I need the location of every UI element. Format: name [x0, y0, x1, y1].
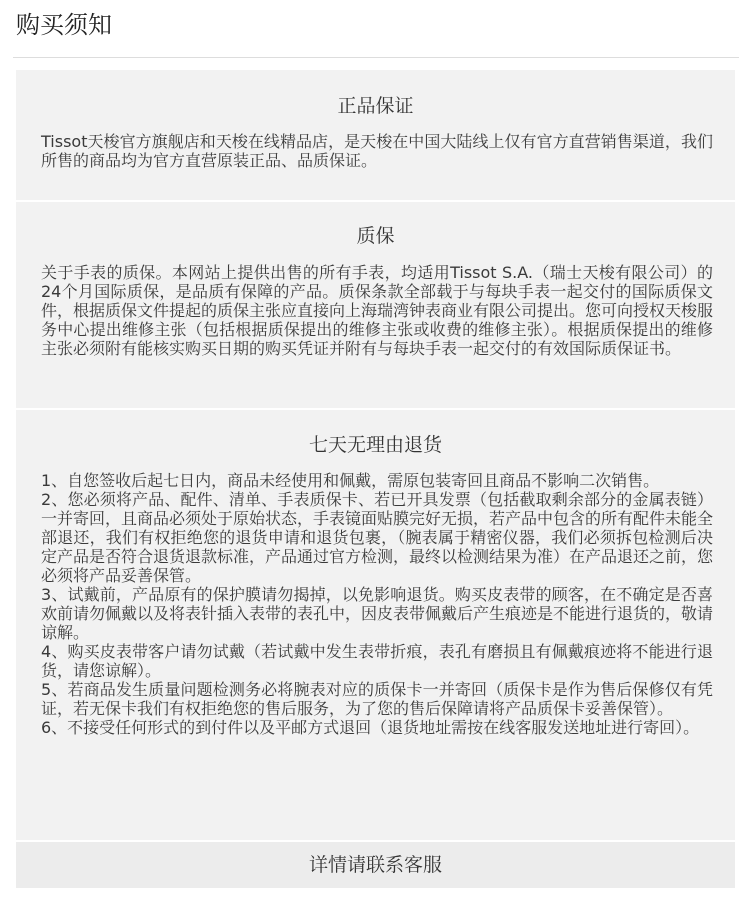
authenticity-heading: 正品保证	[337, 95, 414, 117]
return-policy-item: 1、自您签收后起七日内，商品未经使用和佩戴，需原包装寄回且商品不影响二次销售。	[41, 471, 660, 490]
purchase-notice-content	[16, 70, 735, 890]
return-policy-item: 2、您必须将产品、配件、清单、手表质保卡、若已开具发票（包括截取剩余部分的金属表链）一并寄回，且商品必须处于原始状态，手表镜面贴膜完好无损，若产品中包含的所有配件未能全部退还，我们有权拒绝您的退货申请和退货包裹，（腕表属于精密仪器，我们必须拆包检测后决定产品是否符合退货退款标准，产品通过官方检测，最终以检测结果为准）在产品退还之前，您必须将产品妥善保管。	[41, 490, 714, 585]
return-policy-item: 6、不接受任何形式的到付件以及平邮方式退回（退货地址需按在线客服发送地址进行寄回）。	[41, 718, 700, 737]
contact-customer-service-button[interactable]: 详情请联系客服	[16, 842, 735, 888]
return-policy-list	[41, 471, 713, 737]
authenticity-section	[16, 70, 735, 200]
return-policy-section	[16, 410, 735, 840]
return-policy-item: 4、购买皮表带客户请勿试戴（若试戴中发生表带折痕，表孔有磨损且有佩戴痕迹将不能进行退货，请您谅解）。	[41, 642, 713, 680]
page-header	[0, 0, 750, 58]
authenticity-text: Tissot天梭官方旗舰店和天梭在线精品店，是天梭在中国大陆线上仅有官方直营销售渠道，我们所售的商品均为官方直营原装正品、品质保证。	[41, 132, 713, 170]
return-policy-heading: 七天无理由退货	[308, 434, 442, 456]
header-divider	[13, 57, 739, 58]
warranty-text: 关于手表的质保。本网站上提供出售的所有手表，均适用Tissot S.A.（瑞士天梭有限公司）的24个月国际质保，是品质有保障的产品。质保条款全部载于与每块手表一起交付的国际质保文件，根据质保文件提起的质保主张应直接向上海瑞湾钟表商业有限公司提出。您可向授权天梭服务中心提出维修主张（包括根据质保提出的维修主张或收费的维修主张）。根据质保提出的维修主张必须附有能核实购买日期的购买凭证并附有与每块手表一起交付的有效国际质保证书。	[41, 263, 714, 358]
page-title: 购买须知	[16, 11, 112, 39]
return-policy-item: 3、试戴前，产品原有的保护膜请勿揭掉，以免影响退货。购买皮表带的顾客，在不确定是否喜欢前请勿佩戴以及将表针插入表带的表孔中，因皮表带佩戴后产生痕迹是不能进行退货的，敬请谅解。	[41, 585, 714, 642]
return-policy-item: 5、若商品发生质量问题检测务必将腕表对应的质保卡一并寄回（质保卡是作为售后保修仅有凭证，若无保卡我们有权拒绝您的售后服务，为了您的售后保障请将产品质保卡妥善保管）。	[41, 680, 713, 718]
warranty-heading: 质保	[356, 225, 395, 247]
warranty-section	[16, 202, 735, 408]
